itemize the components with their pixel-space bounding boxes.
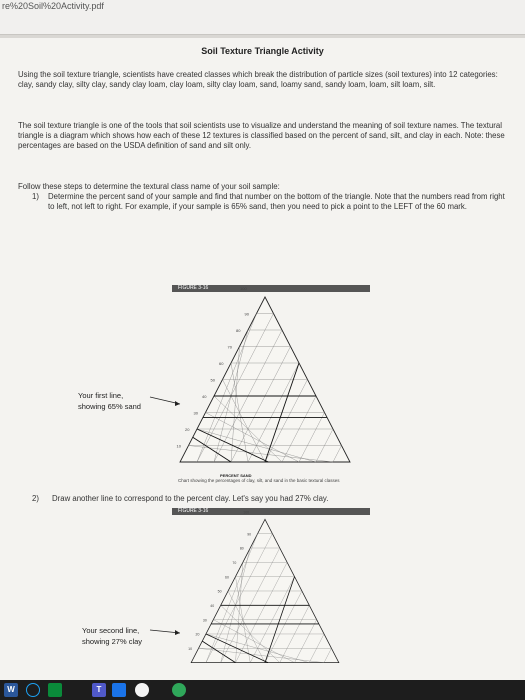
left-tick-label: 30 bbox=[202, 618, 207, 623]
left-tick-label: 10 bbox=[176, 443, 181, 449]
steps-intro: Follow these steps to determine the textural class name of your soil sample: bbox=[18, 182, 280, 191]
left-tick-label: 10 bbox=[188, 647, 193, 652]
left-tick-label: 20 bbox=[185, 427, 190, 432]
left-tick-label: 80 bbox=[236, 328, 241, 333]
left-tick-label: 60 bbox=[219, 361, 224, 366]
figure1-note-line2: showing 65% sand bbox=[78, 402, 141, 411]
left-tick-label: 90 bbox=[247, 532, 252, 537]
windows-taskbar bbox=[0, 680, 525, 700]
figure2-header-bar bbox=[172, 508, 370, 515]
figure1-label: FIGURE 3-16 bbox=[178, 285, 209, 291]
file-explorer-icon[interactable] bbox=[112, 683, 126, 697]
triangle-grid bbox=[188, 519, 339, 662]
pdf-viewer-toolbar bbox=[0, 0, 525, 35]
figure1-header-bar bbox=[172, 285, 370, 292]
intro-paragraph: Using the soil texture triangle, scientists have created classes which break the distribution of particle sizes (soil textures) into 12 categories: clay, sandy clay, silty clay, sandy clay loam, clay loam, silty clay loam, sand, loamy sand, sandy loam, loam, silt loam, silt. bbox=[18, 70, 498, 89]
edge-browser-icon[interactable] bbox=[26, 683, 40, 697]
figure2-note-line2: showing 27% clay bbox=[82, 637, 143, 646]
triangle-paragraph: The soil texture triangle is one of the tools that soil scientists use to visualize and understand the meaning of soil texture names. The textural triangle is a diagram which shows how each of these 12 textures is classified based on the percent of sand, silt, and clay in each. Note: these percentages are based on the USDA definition of sand and silt only. bbox=[18, 121, 505, 150]
step1-text: Determine the percent sand of your sample and find that number on the bottom of the triangle. Note that the numbers read from right to left, not left to right. For example, if your sample is 65% sand, then you need to pick a point to the LEFT of the 60 mark. bbox=[48, 192, 505, 211]
left-tick-label: 70 bbox=[232, 561, 237, 566]
chrome-icon[interactable] bbox=[135, 683, 149, 697]
word-app-icon[interactable]: W bbox=[4, 683, 18, 697]
step2-text: Draw another line to correspond to the percent clay. Let's say you had 27% clay. bbox=[52, 494, 329, 503]
left-tick-label: 20 bbox=[195, 632, 200, 637]
figure2-label: FIGURE 3-16 bbox=[178, 508, 209, 514]
step2-number: 2) bbox=[32, 494, 39, 503]
triangle-grid bbox=[177, 297, 351, 462]
teams-app-icon[interactable]: T bbox=[92, 683, 106, 697]
left-tick-label: 30 bbox=[193, 410, 198, 416]
document-filename: re%20Soil%20Activity.pdf bbox=[2, 1, 104, 11]
figure2-note-line1: Your second line, bbox=[82, 626, 140, 635]
left-tick-label: 90 bbox=[244, 311, 249, 317]
left-tick-label: 70 bbox=[227, 344, 232, 350]
percent-sand-axis-label: PERCENT SAND bbox=[220, 473, 252, 478]
figure2-arrow bbox=[150, 624, 185, 644]
tick-100-label: 100 bbox=[243, 510, 250, 515]
left-tick-label: 60 bbox=[225, 575, 229, 580]
left-tick-label: 50 bbox=[217, 589, 222, 594]
figure1-arrow bbox=[150, 392, 185, 412]
pen-app-icon[interactable] bbox=[172, 683, 186, 697]
figure1-note-line1: Your first line, bbox=[78, 391, 124, 400]
tick-100-label: 100 bbox=[240, 286, 247, 291]
step1-number: 1) bbox=[32, 192, 39, 201]
page-title: Soil Texture Triangle Activity bbox=[201, 46, 324, 56]
figure1-caption: Chart showing the percentages of clay, silt, and sand in the basic textural classes bbox=[178, 478, 340, 483]
left-tick-label: 40 bbox=[210, 604, 215, 609]
left-tick-label: 80 bbox=[239, 546, 244, 551]
left-tick-label: 40 bbox=[202, 394, 207, 399]
left-tick-label: 50 bbox=[210, 377, 215, 383]
onenote-icon[interactable] bbox=[48, 683, 62, 697]
